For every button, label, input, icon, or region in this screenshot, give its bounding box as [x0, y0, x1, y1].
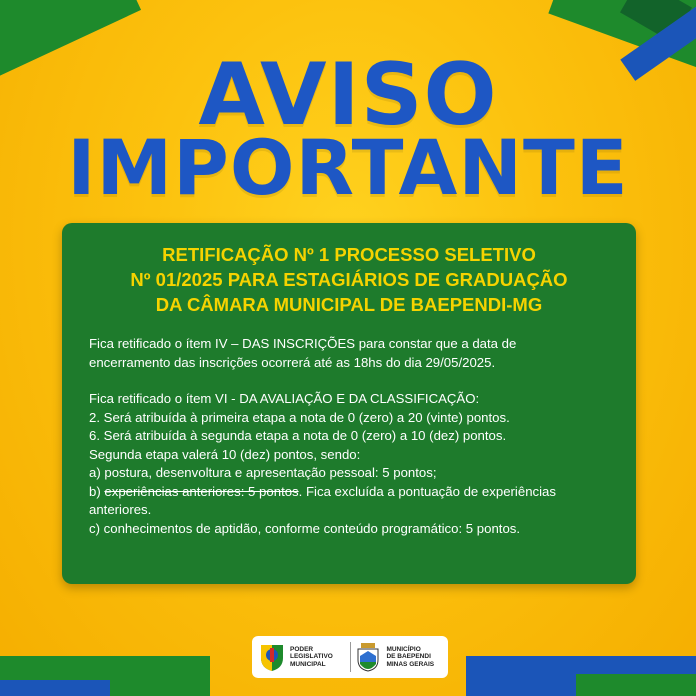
- notice-panel: [62, 223, 636, 584]
- notice-title: [62, 242, 636, 317]
- body-line-item-b: [89, 483, 625, 502]
- body-line: Fica retificado o ítem VI - DA AVALIAÇÃO E DA CLASSIFICAÇÃO:: [89, 391, 480, 406]
- notice-title-line: DA CÂMARA MUNICIPAL DE BAEPENDI-MG: [155, 294, 543, 315]
- legislative-emblem-icon: [258, 642, 286, 672]
- body-line: anteriores.: [89, 502, 152, 517]
- logo2-text-line: MUNICÍPIO: [386, 645, 421, 653]
- logo1-text-line: MUNICIPAL: [290, 660, 326, 668]
- decor-bottom-left-blue: [0, 680, 110, 696]
- logo1-text-line: LEGISLATIVO: [290, 653, 333, 661]
- body-line: 2. Será atribuída à primeira etapa a nota de 0 (zero) a 20 (vinte) pontos.: [89, 409, 510, 425]
- decor-bottom-right-green: [576, 674, 696, 696]
- item-b-struck-text: experiências anteriores: 5 pontos: [104, 483, 299, 499]
- item-b-rest: . Fica excluída a pontuação de experiências: [298, 483, 556, 499]
- body-line: 6. Será atribuída à segunda etapa a nota de 0 (zero) a 10 (dez) pontos.: [89, 428, 507, 443]
- municipal-coat-of-arms-icon: [354, 642, 382, 672]
- logo-separator: [350, 642, 351, 672]
- headline-importante: IMPORTANTE: [67, 123, 629, 212]
- notice-body: [89, 335, 625, 538]
- footer-logos: [252, 636, 448, 678]
- body-line: Segunda etapa valerá 10 (dez) pontos, sendo:: [89, 446, 361, 462]
- logo2-text-line: MINAS GERAIS: [386, 660, 435, 668]
- logo-poder-legislativo: [258, 642, 346, 672]
- body-line: a) postura, desenvoltura e apresentação pessoal: 5 pontos;: [89, 465, 437, 480]
- body-line: encerramento das inscrições ocorrerá até as 18hs do dia 29/05/2025.: [89, 354, 496, 370]
- notice-title-line: Nº 01/2025 PARA ESTAGIÁRIOS DE GRADUAÇÃO: [130, 269, 568, 290]
- logo2-text-line: DE BAEPENDI: [386, 653, 431, 661]
- body-line: c) conhecimentos de aptidão, conforme conteúdo programático: 5 pontos.: [89, 520, 521, 536]
- notice-title-line: RETIFICAÇÃO Nº 1 PROCESSO SELETIVO: [162, 244, 536, 265]
- headline-aviso: AVISO: [198, 45, 498, 145]
- item-b-prefix: b): [89, 483, 105, 499]
- logo-municipio: [354, 642, 442, 672]
- body-line: Fica retificado o ítem IV – DAS INSCRIÇÕES para constar que a data de: [89, 336, 517, 351]
- logo1-text-line: PODER: [290, 645, 314, 653]
